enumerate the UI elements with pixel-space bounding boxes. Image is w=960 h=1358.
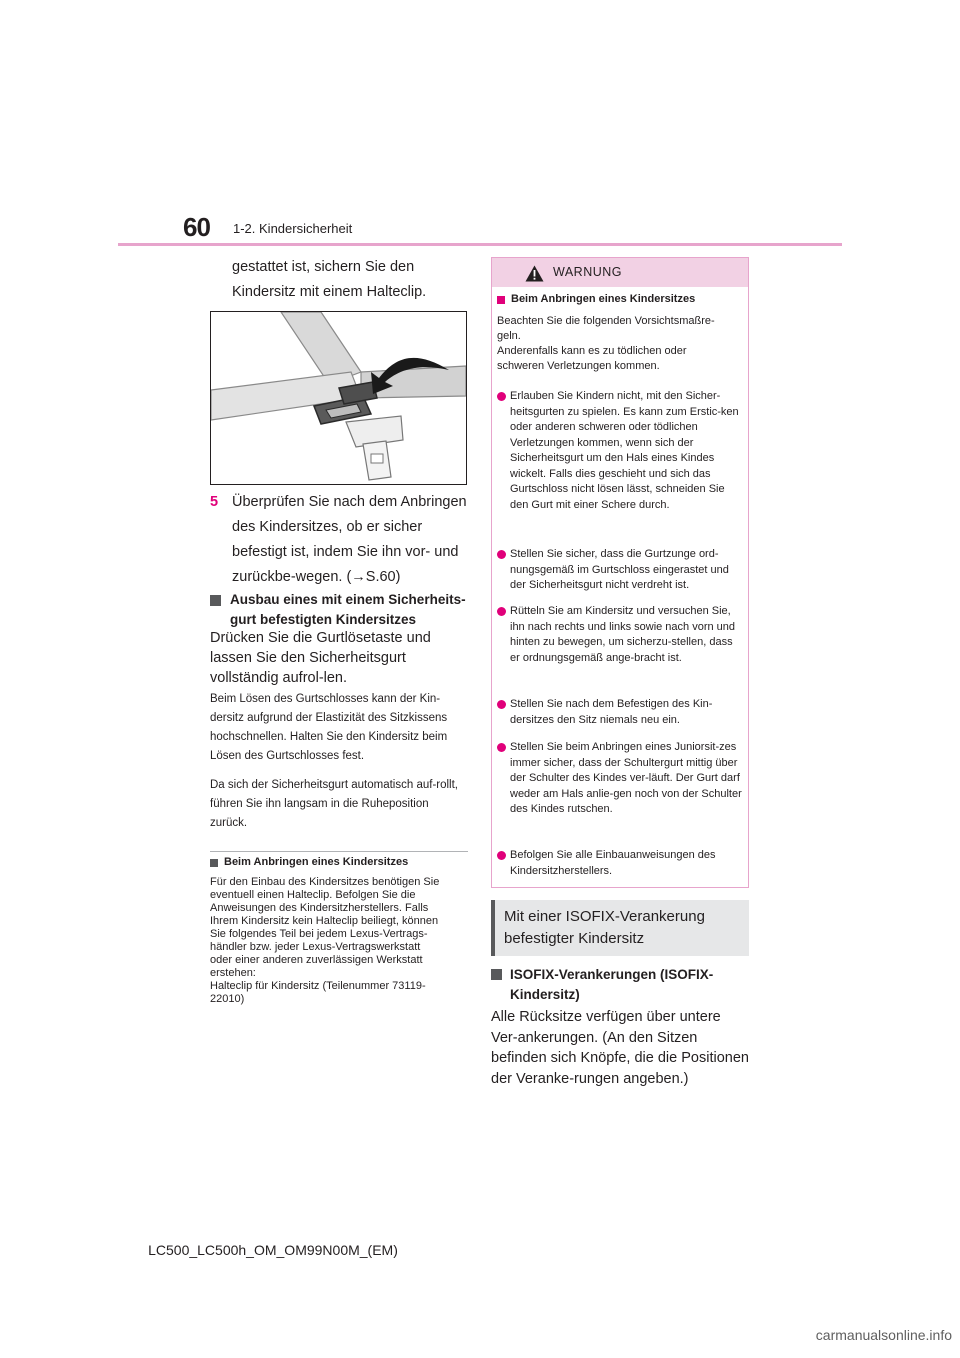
bullet-dot-icon [497, 743, 506, 752]
bullet-dot-icon [497, 851, 506, 860]
page-number: 60 [183, 212, 210, 242]
warning-triangle-icon [525, 265, 544, 282]
warning-subheading-text: Beim Anbringen eines Kindersitzes [511, 293, 696, 305]
square-bullet-icon [210, 859, 218, 867]
isofix-section-box [491, 900, 749, 956]
note-divider [210, 851, 468, 852]
intro-paragraph: gestattet ist, sichern Sie den Kindersitz mit einem Halteclip. [232, 259, 427, 300]
section-box-bar [491, 900, 495, 956]
removal-note-1: Beim Lösen des Gurtschlosses kann der Kin-dersitz aufgrund der Elastizität des Sitzkissens hochschnellen. Halten Sie den Kindersitz beim Lösen des Gurtschlosses fest. [210, 693, 448, 762]
square-bullet-icon [210, 595, 221, 606]
warning-intro: Beachten Sie die folgenden Vorsichtsmaßre- geln. Anderenfalls kann es zu tödlichen oder schweren Verletzungen kommen. [497, 315, 715, 372]
warning-item-text: Stellen Sie beim Anbringen eines Juniorsit-zes immer sicher, dass der Schultergurt mittig über der Schulter des Kindes ver-läuft. Der Gurt darf weder am Hals anlie-gen noch von der Schulter des Kindes rutschen. [510, 741, 742, 815]
warning-item-text: Erlauben Sie Kindern nicht, mit den Sicher-heitsgurten zu spielen. Es kann zum Erstic-ken oder anderen schweren oder tödlichen Verletzungen kommen, wenn sich der Sicherheitsgurt um den Hals eines Kindes wickelt. Falls dies geschieht und sich das Gurtschloss nicht lösen lässt, schneiden Sie den Gurt mit einer Schere durch. [510, 390, 739, 511]
warning-item-text: Befolgen Sie alle Einbauanweisungen des Kindersitzherstellers. [510, 849, 716, 877]
document-code: LC500_LC500h_OM_OM99N00M_(EM) [148, 1242, 398, 1258]
header-rule [118, 243, 842, 246]
warning-item-text: Stellen Sie nach dem Befestigen des Kin-dersitzes den Sitz niemals neu ein. [510, 698, 713, 726]
footer [0, 1242, 960, 1258]
watermark: carmanualsonline.info [815, 1327, 952, 1343]
note-heading-text: Beim Anbringen eines Kindersitzes [224, 856, 409, 868]
removal-heading-text: Ausbau eines mit einem Sicherheits-gurt befestigten Kindersitzes [230, 592, 466, 627]
bullet-dot-icon [497, 700, 506, 709]
warning-item-text: Rütteln Sie am Kindersitz und versuchen Sie, ihn nach rechts und links sowie nach vorn und hinten zu bewegen, um sicherzu-stellen, dass er ordnungsgemäß ange-bracht ist. [510, 605, 736, 664]
seatbelt-clip-figure [210, 311, 467, 485]
note-text: Für den Einbau des Kindersitzes benötigen Sie eventuell einen Halteclip. Befolgen Sie die Anweisungen des Kindersitzherstellers. Falls Ihrem Kindersitz kein Halteclip beiliegt, können Sie folgendes Teil bei jedem Lexus-Vertrags- händler bzw. jeder Lexus-Vertragswerkstatt oder einer anderen zuverlässigen Werkstatt erstehen: Halteclip für Kindersitz (Teilenummer 73119- 22010) [210, 876, 440, 1005]
seatbelt-clip-illustration [211, 312, 466, 484]
bullet-dot-icon [497, 607, 506, 616]
removal-body: Drücken Sie die Gurtlösetaste und lassen Sie den Sicherheitsgurt vollständig aufrol-len. [210, 630, 431, 686]
warning-item-text: Stellen Sie sicher, dass die Gurtzunge ord-nungsgemäß im Gurtschloss eingerastet und der Sicherheitsgurt nicht verdreht ist. [510, 548, 729, 591]
isofix-section-title: Mit einer ISOFIX-Verankerung befestigter Kindersitz [504, 908, 705, 947]
warning-title: WARNUNG [553, 265, 623, 279]
isofix-body: Alle Rücksitze verfügen über untere Ver-ankerungen. (An den Sitzen befinden sich Knöpfe, die die Positionen der Veranke-rungen angeben.) [491, 1009, 749, 1087]
bullet-dot-icon [497, 392, 506, 401]
removal-note-2: Da sich der Sicherheitsgurt automatisch auf-rollt, führen Sie ihn langsam in die Ruheposition zurück. [210, 779, 458, 829]
square-bullet-icon [497, 296, 505, 304]
square-bullet-icon [491, 969, 502, 980]
step-text: Überprüfen Sie nach dem Anbringen des Kindersitzes, ob er sicher befestigt ist, indem Sie ihn vor- und zurückbe-wegen. (→S.60) [232, 494, 467, 585]
section-title: 1-2. Kindersicherheit [233, 221, 353, 236]
bullet-dot-icon [497, 550, 506, 559]
isofix-heading-text: ISOFIX-Verankerungen (ISOFIX-Kindersitz) [510, 967, 714, 1002]
step-number: 5 [210, 494, 219, 510]
